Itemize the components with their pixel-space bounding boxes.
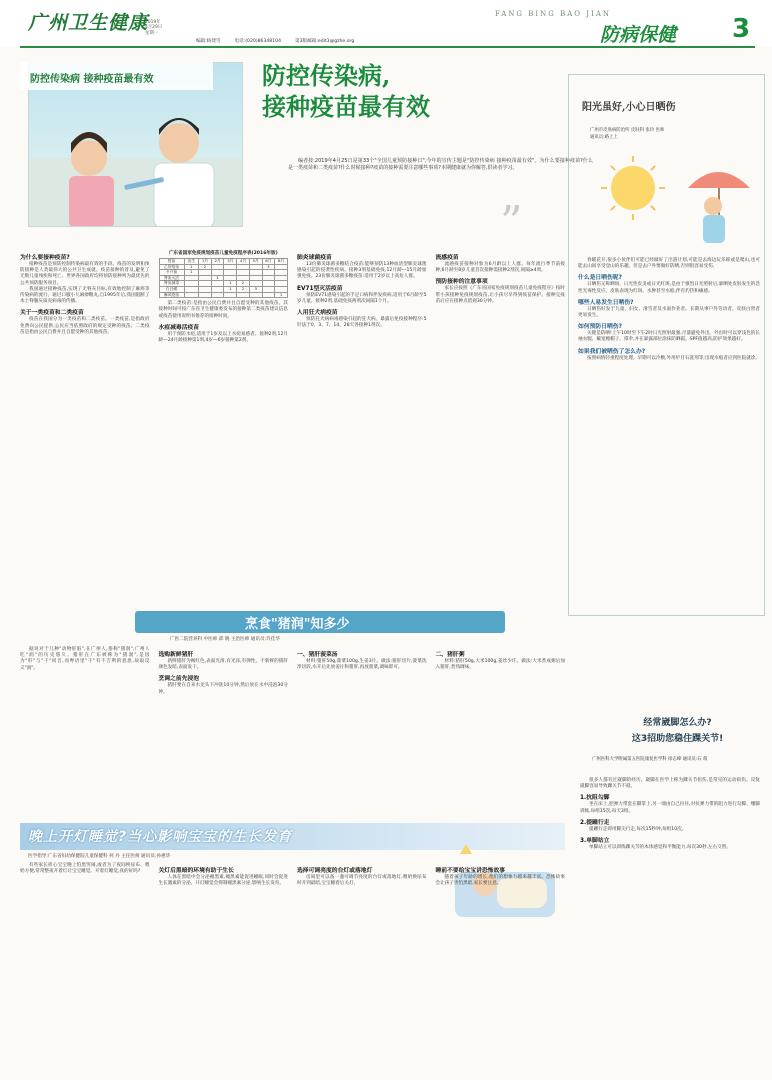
editor-note: 编者按:2019年4月25日是第33个"全国儿童预防接种日",今年的宣传主题是"防控传染病 接种疫苗最有效"。为什么要接种疫苗?什么是一类疫苗和二类疫苗?什么时候接种?疫苗的接种需要注意哪些事项?本期健康就为你解答,供读者学习。 [288,158,593,171]
sunburn-byline [590,127,760,141]
nightlight-col-1 [20,863,150,1068]
nightlight-title: 晚上开灯睡觉?当心影响宝宝的生长发育 [28,829,293,845]
nightlight-heading-lamp: 选择可调亮度的台灯或落地灯 [297,868,373,874]
section-title: 防病保健 [600,24,677,46]
table-cell: 3 [262,264,275,270]
sunburn-author: 广州市皮肤病防治所 皮肤科 张玲 医师 [590,128,665,133]
pigblood-para-intro: 据说对于几种"动物肝脏",在广州人,俗称"猪润",广州人吃"润"的历史悠久。猪肝在广东被称为"猪润",是因为"肝"与"干"同音,而粤语里"干"有不吉利的意思,故取反义"润"。 [20,647,150,671]
pigblood-col-1 [20,647,150,817]
masthead-rule [20,46,755,48]
vaccine-heading-why: 为什么要接种疫苗? [20,255,70,261]
nightlight-col-4 [436,863,566,1068]
table-cell: 1 [275,292,288,298]
vaccine-para-pneumo: 13价肺炎球菌多糖结合疫苗:能够预防13种血清型肺炎球菌感染引起的侵袭性疾病。接种3剂基础免疫,12月龄—15月龄加强免疫。23价肺炎球菌多糖疫苗:适用于2岁以上高危人群。 [297,262,427,280]
pigblood-heading-recipe1: 一、猪肝菠菜汤 [297,652,338,658]
table-header: 出生 [184,259,199,265]
headline-line-2: 接种疫苗最有效 [262,92,430,121]
pigblood-byline: 广医二院营养科 中医师 邱 晓 主治医师 通讯员:许佳华 [170,637,280,642]
vaccine-headline [262,60,462,122]
schedule-grid [159,258,289,298]
paper-title: 广州卫生健康 [28,12,149,34]
headline-line-1: 防控传染病, [262,61,391,90]
pigblood-col-3 [297,647,427,817]
table-cell: 3 [249,286,262,292]
vaccine-heading-rabies: 人用狂犬病疫苗 [297,310,338,317]
date-weekday: 星期一 [145,30,159,36]
vaccine-para-ev71: 预防EV71感染引起的手足口病和伴发疾病,适用于6月龄至5岁儿童。接种2剂,基础免疫两剂次间隔1个月。 [297,292,427,304]
table-cell: 乙肝疫苗 [159,264,184,270]
table-cell: 卡介苗 [159,270,184,276]
vaccine-heading-types: 关于一类疫苗和二类疫苗 [20,310,84,317]
ankle-para-intro: 很多人都有过崴脚的经历。崴脚在医学上称为踝关节扭伤,是常见的运动损伤。反复崴脚容易导致踝关节不稳。 [580,778,760,790]
pigblood-para-soak: 猪肝要在自来水龙头下冲洗10分钟,然后放在水中浸泡30分钟。 [158,683,288,695]
nightlight-para-lamp: 房间里可以备一盏可调节亮度的台灯或落地灯,喂奶换尿布时开到最暗,宝宝睡着后关灯。 [297,875,427,887]
table-header: 5月 [249,259,262,265]
sunburn-title: 阳光虽好,小心日晒伤 [582,102,676,113]
sunburn-article [578,258,760,362]
ankle-heading-1: 1.抗阻勾脚 [580,795,610,802]
date-year: 2019年 [145,20,161,25]
pigblood-heading-recipe2: 二、猪肝粥 [435,652,465,658]
sunburn-heading-2: 哪些人易发生日晒伤? [578,299,634,306]
table-cell: 2 [199,264,212,270]
pigblood-col-4 [436,647,566,817]
ankle-title [595,715,760,747]
vaccine-article [20,250,565,610]
vaccine-para-flu: 流感疫苗接种对象为6月龄以上人群。每年流行季节前接种,6月龄至8岁儿童首次接种需接种2剂次,间隔≥4周。 [435,262,565,274]
nightlight-article [20,863,565,1068]
table-row [159,292,288,298]
immunization-schedule-table [159,250,289,298]
ankle-title-line-1: 经常崴脚怎么办? [643,718,712,728]
nightlight-para-story: 随着孩子年龄的增长,他们的想象力越来越丰富。恐怖故事会让孩子害怕黑暗,家长要注意。 [435,875,565,887]
nightlight-col-3 [297,863,427,1068]
nightlight-heading-dark: 关灯后黑暗的环境有助于生长 [158,868,234,874]
table-cell: 1 [224,286,237,292]
vaccine-para-class2: 第二类疫苗:是指由公民自费并且自愿受种的其他疫苗。其接种时间可按广东省卫生健康委发布的接种第二类疫苗建议信息或疫苗使用说明书推荐的接种时间。 [158,301,288,319]
ankle-para-2: 提踵行走即用脚尖行走,每次15秒钟,每组10次。 [589,826,687,832]
nightlight-col-2 [159,863,289,1068]
quote-mark-icon: ” [500,197,523,248]
issue-date [145,20,162,36]
sunburn-para-intro: 春暖花开,很多小伙伴们可能已经做好了出游计划,可能是去海边玩乐抑或是爬山,也可能去山间享受登山的乐趣。但是去户外要做好防晒,否则很容易受伤。 [578,258,760,270]
sunburn-heading-4: 如果我们被晒伤了怎么办? [578,348,646,355]
ankle-heading-2: 2.提踵行走 [580,819,610,826]
sunburn-para-2: 日晒伤好发于儿童、妇女、滑雪者及水面作业者。长期从事户外劳动者。皮肤白皙者更易发生。 [578,306,760,319]
table-header: 1月 [199,259,212,265]
table-cell: 1 [211,275,224,281]
ankle-title-line-2: 这3招助您稳住踝关节! [631,734,724,744]
table-cell: 1 [184,270,199,276]
pigblood-title: 烹食"猪润"知多少 [245,617,350,632]
nightlight-byline: 医学指导:广东省妇幼保健院儿童保健科 何 丹 主任医师 通讯员:孙惠华 [28,854,171,859]
pigblood-heading-select: 选购新鲜猪肝 [158,652,194,658]
pigblood-para-select: 新鲜猪肝为褐红色,表面光滑,有光泽,有弹性。不新鲜的猪肝颜色发暗,表面发干。 [158,659,288,671]
vaccine-para-varicella: 用于预防水痘,适用于1岁及以上水痘易感者。接种2剂,12月龄—24月龄接种第1剂,4岁—6岁接种第2剂。 [158,331,288,343]
sunburn-heading-1: 什么是日晒伤呢? [578,275,622,282]
vaccine-heading-varicella: 水痘减毒活疫苗 [158,324,200,331]
table-header: 6月 [262,259,275,265]
sunburn-correspondent: 通讯员:路上上 [590,135,618,140]
pigblood-para-recipe2: 材料:猪肝50g,大米100g,姜丝少许。做法:大米煮成粥后加入猪肝,煮熟调味。 [435,659,565,671]
table-cell: 麻风疫苗 [159,292,184,298]
table-header: 4月 [237,259,250,265]
table-cell [249,292,262,298]
table-cell: 1 [184,264,199,270]
table-cell: 2 [237,281,250,287]
table-header: 3月 [224,259,237,265]
ankle-byline: 广州医科大学附属第五医院康复医学科 徐志峰 通讯员:石 萌 [592,757,708,762]
nightlight-heading-story: 睡前不要给宝宝讲恐怖故事 [435,868,506,874]
vaccine-heading-pneumo: 肺炎球菌疫苗 [297,255,332,261]
sunburn-para-3: 关键是防晒!上午10时至下午2时日光照射最强,尽量避免外出。外出时可以穿浅色的长袖衣服、戴宽檐帽子、撑伞,并在暴露部位涂抹防晒霜。SPF值越高,防护效果越好。 [578,331,760,343]
vaccine-para-types: 疫苗在我国分为一类疫苗和二类疫苗。一类疫苗,是指政府免费向公民提供,公民应当依照政府的规定受种的疫苗。二类疫苗是指由公民自费并且自愿受种的其他疫苗。 [20,317,150,335]
vaccine-col-1 [20,250,150,610]
table-cell: 百白破 [159,286,184,292]
table-header: 8月 [275,259,288,265]
table-cell: 1 [224,281,237,287]
table-cell [211,292,224,298]
pigblood-heading-soak: 烹调之前先浸泡 [158,676,200,683]
pigblood-col-2 [159,647,289,817]
vaccine-col-2 [159,250,289,610]
editor-bar [196,36,601,45]
ankle-para-3: 单脚站立可以训练踝关节的本体感觉和平衡能力,每次30秒,左右交替。 [589,845,731,851]
table-header: 2月 [211,259,224,265]
table-header: 疫苗 [159,259,184,265]
vaccine-para-china: 我国通过接种疫苗,实现了无脊灰目标,有效地控制了麻疹等传染病的流行。通过口服小儿麻痹糖丸,自1995年后,我国阻断了本土脊髓灰质炎病毒的传播。 [20,286,150,305]
editor-phone: 电话:(020)86348104 [234,38,282,44]
table-cell: 脊灰灭活 [159,275,184,281]
date-day: 4月29日 [145,25,163,31]
vaccine-heading-notes: 预防接种的注意事项 [435,279,488,286]
vaccine-col-4 [436,250,566,610]
table-cell [224,292,237,298]
pigblood-article [20,647,565,817]
table-cell: 脊灰减毒 [159,281,184,287]
table-cell [199,292,212,298]
ankle-para-1: 坐在床上,把弹力带套在脚掌上,另一端由自己拉住,对抗弹力带的阻力进行勾脚、绷脚训练,每组15次,每天3组。 [580,802,760,814]
pigblood-para-recipe1: 材料:猪肝50g,菠菜100g,生姜3片。做法:猪肝切片,菠菜洗净切段,水开后先放姜片和猪肝,再放菠菜,调味即可。 [297,659,427,671]
table-cell [262,292,275,298]
editor-name: 编辑:杨建雪 [196,38,221,44]
ankle-heading-3: 3.单脚站立 [580,838,610,845]
table-cell [184,292,199,298]
table-cell: 2 [237,286,250,292]
hero-banner-title: 防控传染病 接种疫苗最有效 [30,74,154,85]
nightlight-para-intro: 有些家长担心宝宝晚上怕黑哭闹,或者为了夜间换尿布、喂奶方便,常常整夜开着灯让宝宝睡觉。开着灯睡觉,真的好吗? [20,863,150,875]
table-title: 广东省国家免疫规划疫苗儿童免疫程序表(2016年版) [168,251,278,256]
vaccine-heading-flu: 流感疫苗 [435,255,459,261]
vaccine-para-rabies: 预防狂犬病病毒感染引起的狂犬病。暴露后免疫接种程序:5针法于0、3、7、14、28天各接种1剂次。 [297,317,427,329]
sunburn-para-1: 日晒伤又称晒斑、日光性皮炎或日光红斑,是由于强烈日光照射后,暴晒处皮肤发生的急性光毒性反应。皮肤表现为红斑、水肿甚至水疱,伴有灼热和痛感。 [578,282,760,294]
section-pinyin: FANG BING BAO JIAN [495,10,612,18]
vaccine-para-notes: 家长应按照《广东省国家免疫规划疫苗儿童免疫程序》按时带小孩接种免疫规划疫苗,让小孩尽早得到疫苗保护。接种完疫苗后应在接种点留观30分钟。 [435,286,565,304]
sunburn-illustration [578,148,758,248]
page-number: 3 [732,14,751,44]
ankle-article [580,778,760,851]
table-cell [237,292,250,298]
sunburn-para-4: 按照病情轻重程度处理。早期可以冷敷,外用炉甘石洗剂等;出现水疱者应到医院就诊。 [587,355,760,361]
sunburn-heading-3: 如何预防日晒伤? [578,324,622,331]
editor-email[interactable]: 第3版邮箱:edit3@gzhe.org [295,38,355,44]
vaccine-col-3 [297,250,427,610]
vaccine-para-why: 接种疫苗是预防控制传染病最有效的手段。疫苗的发明和预防接种是人类最伟大的公共卫生成就。疫苗接种的普及,避免了无数儿童残疾和死亡。世界各国政府均将预防接种列为最优先的公共预防服务项目。 [20,262,150,286]
nightlight-para-dark: 人体在黑暗中会分泌褪黑素,褪黑素能促进睡眠,同时会促进生长激素的分泌。开灯睡觉会抑制褪黑素分泌,影响生长发育。 [158,875,288,887]
vaccine-heading-ev71: EV71型灭活疫苗 [297,285,343,292]
